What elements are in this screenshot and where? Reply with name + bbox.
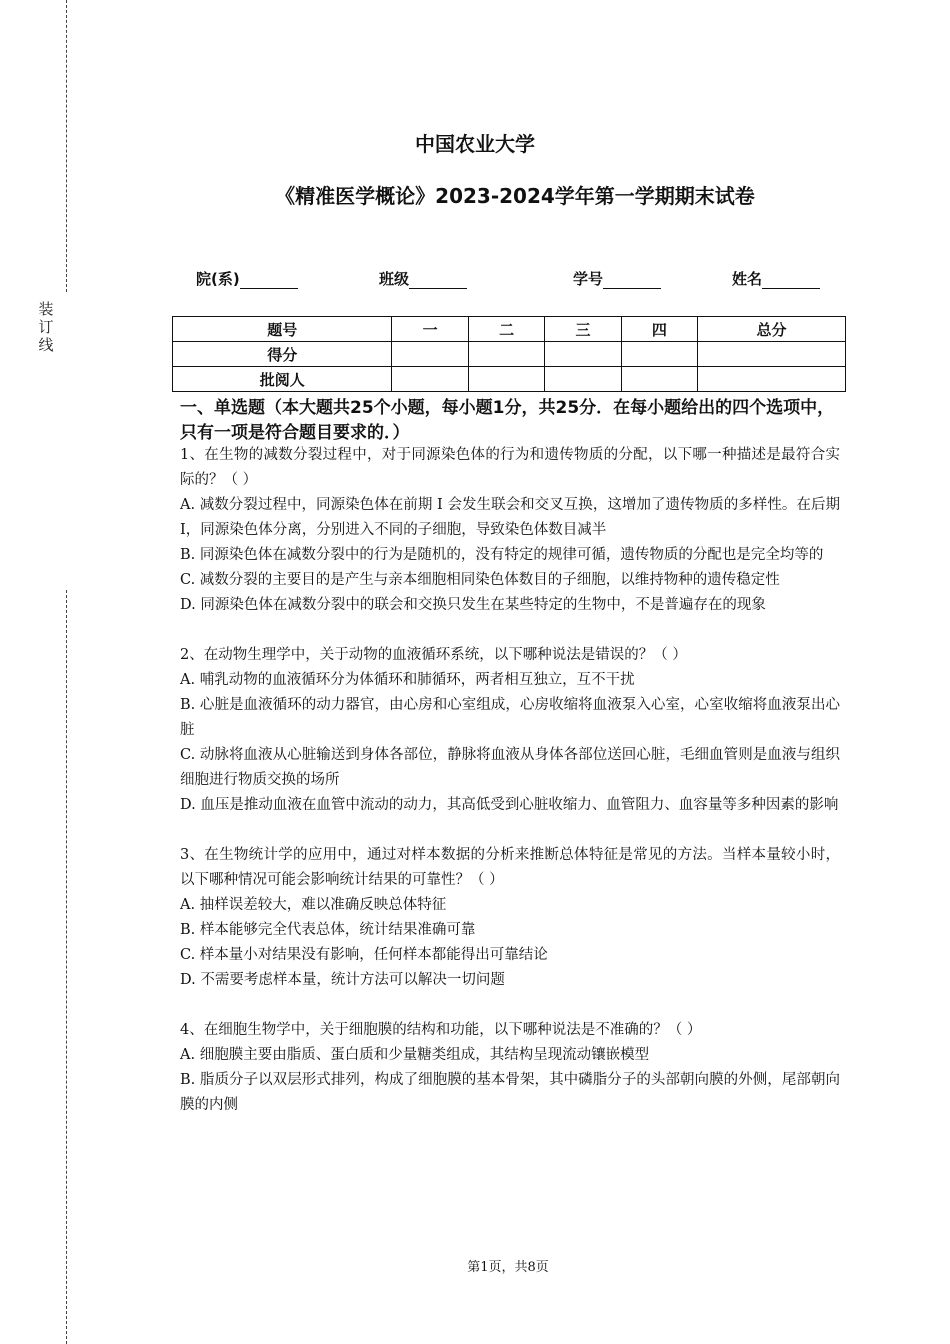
question-option: D. 血压是推动血液在血管中流动的动力，其高低受到心脏收缩力、血管阻力、血容量等多种因素的影响 bbox=[180, 797, 839, 813]
school-name: 中国农业大学 bbox=[415, 132, 535, 156]
question-option: B. 心脏是血液循环的动力器官，由心房和心室组成，心房收缩将血液泵入心室，心室收缩将血液泵出心脏 bbox=[180, 697, 840, 738]
score-cell bbox=[698, 342, 846, 367]
score-cell bbox=[621, 367, 697, 392]
question-option: C. 动脉将血液从心脏输送到身体各部位，静脉将血液从身体各部位送回心脏，毛细血管则是血液与组织细胞进行物质交换的场所 bbox=[180, 747, 840, 788]
binding-line-label: 装订线 bbox=[38, 300, 54, 354]
question-option: A. 哺乳动物的血液循环分为体循环和肺循环，两者相互独立，互不干扰 bbox=[180, 672, 635, 688]
score-cell bbox=[545, 342, 621, 367]
question-option: D. 不需要考虑样本量，统计方法可以解决一切问题 bbox=[180, 972, 505, 988]
question-list bbox=[180, 443, 840, 1143]
info-class bbox=[379, 268, 467, 289]
score-row-label: 批阅人 bbox=[173, 367, 392, 392]
question-option: B. 脂质分子以双层形式排列，构成了细胞膜的基本骨架，其中磷脂分子的头部朝向膜的外侧，尾部朝向膜的内侧 bbox=[180, 1072, 840, 1113]
score-header-cell: 三 bbox=[545, 317, 621, 342]
question-option: B. 样本能够完全代表总体，统计结果准确可靠 bbox=[180, 922, 476, 938]
student-info-row bbox=[0, 268, 950, 292]
question-stem: 1、在生物的减数分裂过程中，对于同源染色体的行为和遗传物质的分配，以下哪一种描述是最符合实际的？（ ） bbox=[180, 447, 840, 488]
info-blank bbox=[240, 272, 298, 289]
info-student-id bbox=[573, 268, 661, 289]
question-2 bbox=[180, 643, 840, 818]
question-option: C. 样本量小对结果没有影响，任何样本都能得出可靠结论 bbox=[180, 947, 548, 963]
score-cell bbox=[392, 367, 468, 392]
score-cell bbox=[392, 342, 468, 367]
info-label: 学号 bbox=[573, 270, 604, 288]
info-label: 姓名 bbox=[732, 270, 763, 288]
info-name bbox=[732, 268, 820, 289]
info-blank bbox=[762, 272, 820, 289]
score-header-cell: 题号 bbox=[173, 317, 392, 342]
score-table-header-row bbox=[173, 317, 846, 342]
score-cell bbox=[468, 367, 544, 392]
score-header-cell: 一 bbox=[392, 317, 468, 342]
question-option: C. 减数分裂的主要目的是产生与亲本细胞相同染色体数目的子细胞，以维持物种的遗传稳定性 bbox=[180, 572, 780, 588]
question-option: A. 抽样误差较大，难以准确反映总体特征 bbox=[180, 897, 447, 913]
question-option: A. 细胞膜主要由脂质、蛋白质和少量糖类组成，其结构呈现流动镶嵌模型 bbox=[180, 1047, 650, 1063]
info-department bbox=[196, 268, 298, 289]
binding-line-bottom bbox=[66, 590, 67, 1344]
score-header-cell: 总分 bbox=[698, 317, 846, 342]
score-table bbox=[172, 316, 846, 392]
question-4 bbox=[180, 1018, 840, 1118]
score-header-cell: 二 bbox=[468, 317, 544, 342]
score-table-row bbox=[173, 367, 846, 392]
score-table-row bbox=[173, 342, 846, 367]
page-footer: 第1页，共8页 bbox=[467, 1260, 549, 1275]
question-3 bbox=[180, 843, 840, 993]
score-cell bbox=[621, 342, 697, 367]
question-option: A. 减数分裂过程中，同源染色体在前期 Ⅰ 会发生联会和交叉互换，这增加了遗传物质的多样性。在后期 Ⅰ，同源染色体分离，分别进入不同的子细胞，导致染色体数目减半 bbox=[180, 497, 840, 538]
score-cell bbox=[545, 367, 621, 392]
exam-title: 《精准医学概论》2023-2024学年第一学期期末试卷 bbox=[275, 184, 755, 208]
question-stem: 3、在生物统计学的应用中，通过对样本数据的分析来推断总体特征是常见的方法。当样本量较小时，以下哪种情况可能会影响统计结果的可靠性？（ ） bbox=[180, 847, 840, 888]
score-cell bbox=[468, 342, 544, 367]
question-1 bbox=[180, 443, 840, 618]
score-cell bbox=[698, 367, 846, 392]
score-header-cell: 四 bbox=[621, 317, 697, 342]
question-option: B. 同源染色体在减数分裂中的行为是随机的，没有特定的规律可循，遗传物质的分配也是完全均等的 bbox=[180, 547, 824, 563]
info-label: 院(系) bbox=[196, 270, 240, 288]
question-stem: 4、在细胞生物学中，关于细胞膜的结构和功能，以下哪种说法是不准确的？（ ） bbox=[180, 1022, 702, 1038]
score-row-label: 得分 bbox=[173, 342, 392, 367]
info-label: 班级 bbox=[379, 270, 410, 288]
question-option: D. 同源染色体在减数分裂中的联会和交换只发生在某些特定的生物中，不是普遍存在的现象 bbox=[180, 597, 766, 613]
info-blank bbox=[409, 272, 467, 289]
question-stem: 2、在动物生理学中，关于动物的血液循环系统，以下哪种说法是错误的？（ ） bbox=[180, 647, 687, 663]
section-heading: 一、单选题（本大题共25个小题，每小题1分，共25分．在每小题给出的四个选项中，只有一项是符合题目要求的．） bbox=[180, 398, 835, 443]
info-blank bbox=[603, 272, 661, 289]
